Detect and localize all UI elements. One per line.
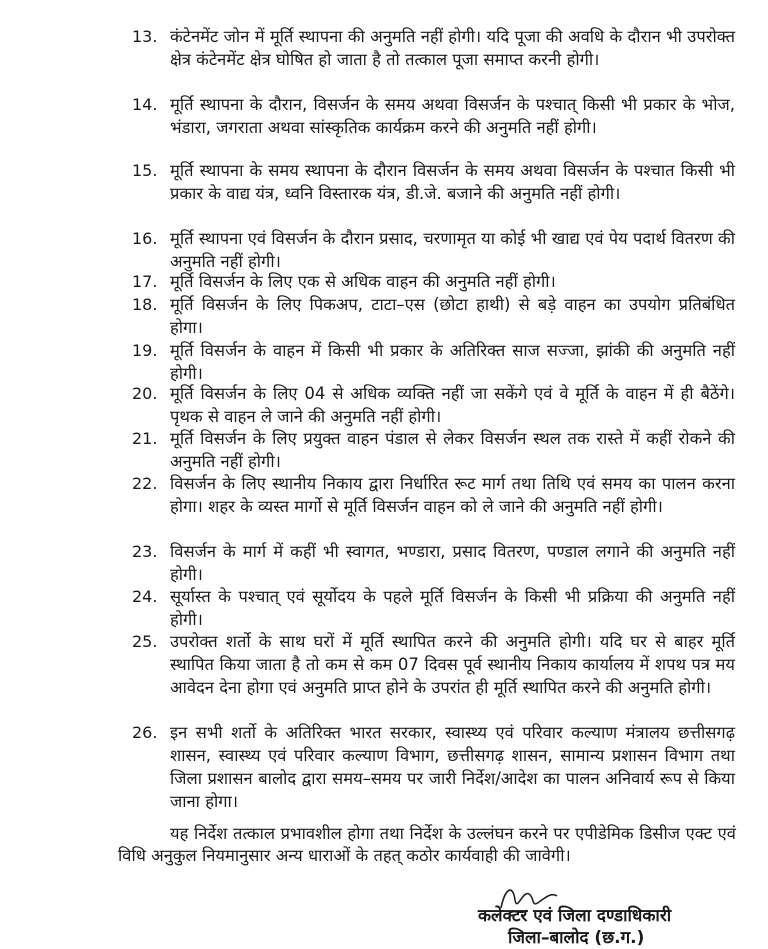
item-text: मूर्ति विसर्जन के लिए पिकअप, टाटा–एस (छोटा हाथी) से बड़े वाहन का उपयोग प्रतिबंधित होगा। — [170, 295, 735, 337]
item-number: 18. — [132, 295, 158, 314]
item-number: 26. — [132, 723, 158, 742]
item-text: मूर्ति विसर्जन के वाहन में किसी भी प्रकार के अतिरिक्त साज सज्जा, झांकी की अनुमति नहीं होगी। — [170, 341, 735, 383]
item-number: 24. — [132, 587, 158, 606]
item-text: विसर्जन के लिए स्थानीय निकाय द्वारा निर्धारित रूट मार्ग तथा तिथि एवं समय का पालन करना होगा। शहर के व्यस्त मार्गो से मूर्ति विसर्जन वाहन को ले जाने की अनुमति नहीं होगी। — [170, 474, 735, 516]
item-number: 15. — [132, 161, 158, 180]
signatory-district: जिला–बालोद (छ.ग.) — [508, 928, 645, 948]
closing-paragraph: यह निर्देश तत्काल प्रभावशील होगा तथा निर्देश के उल्लंघन करने पर एपीडेमिक डिसीज एक्ट एवं विधि अनुकुल नियमानुसार अन्य धाराओं के तहत् कठोर कार्यवाही की जावेगी। — [118, 824, 736, 865]
signature-block — [478, 905, 768, 949]
item-number: 17. — [132, 272, 158, 291]
item-text: मूर्ति विसर्जन के लिए 04 से अधिक व्यक्ति नहीं जा सकेंगे एवं वे मूर्ति के वाहन में ही बैठेंगे। पृथक से वाहन ले जाने की अनुमति नहीं होगी। — [170, 384, 735, 426]
item-text: उपरोक्त शर्तो के साथ घरों में मूर्ति स्थापित करने की अनुमति होगी। यदि घर से बाहर मूर्ति स्थापित किया जाता है तो कम से कम 07 दिवस पूर्व स्थानीय निकाय कार्यालय में शपथ पत्र मय आवेदन देना होगा एवं अनुमति प्राप्त होने के उपरांत ही मूर्ति स्थापित करने की अनुमति होगी। — [170, 632, 735, 697]
item-number: 25. — [132, 632, 158, 651]
item-number: 13. — [132, 27, 158, 46]
item-number: 23. — [132, 542, 158, 561]
item-text: मूर्ति विसर्जन के लिए एक से अधिक वाहन की अनुमति नहीं होगी। — [170, 272, 556, 291]
item-number: 14. — [132, 95, 158, 114]
item-number: 20. — [132, 384, 158, 403]
item-text: मूर्ति स्थापना के समय स्थापना के दौरान विसर्जन के समय अथवा विसर्जन के पश्चात किसी भी प्रकार के वाद्य यंत्र, ध्वनि विस्तारक यंत्र, डी.जे. बजाने की अनुमति नहीं होगी। — [170, 161, 735, 203]
item-text: कंटेनमेंट जोन में मूर्ति स्थापना की अनुमति नहीं होगी। यदि पूजा की अवधि के दौरान भी उपरोक्त क्षेत्र कंटेनमेंट क्षेत्र घोषित हो जाता है तो तत्काल पूजा समाप्त करनी होगी। — [170, 27, 735, 69]
item-number: 19. — [132, 341, 158, 360]
item-text: इन सभी शर्तो के अतिरिक्त भारत सरकार, स्वास्थ्य एवं परिवार कल्याण मंत्रालय छत्तीसगढ़ शासन, स्वास्थ्य एवं परिवार कल्याण विभाग, छत्तीसगढ़ शासन, सामान्य प्रशासन विभाग तथा जिला प्रशासन बालोद द्वारा समय–समय पर जारी निर्देश/आदेश का पालन अनिवार्य रूप से किया जाना होगा। — [170, 723, 735, 811]
item-number: 22. — [132, 474, 158, 493]
item-text: मूर्ति स्थापना एवं विसर्जन के दौरान प्रसाद, चरणामृत या कोई भी खाद्य एवं पेय पदार्थ वितरण की अनुमति नहीं होगी। — [170, 229, 735, 271]
item-text: मूर्ति विसर्जन के लिए प्रयुक्त वाहन पंडाल से लेकर विसर्जन स्थल तक रास्ते में कहीं रोकने की अनुमति नहीं होगी। — [170, 429, 735, 471]
item-text: सूर्यास्त के पश्चात् एवं सूर्योदय के पहले मूर्ति विसर्जन के किसी भी प्रक्रिया की अनुमति नहीं होगी। — [170, 587, 735, 629]
item-number: 16. — [132, 229, 158, 248]
item-text: मूर्ति स्थापना के दौरान, विसर्जन के समय अथवा विसर्जन के पश्चात् किसी भी प्रकार के भोज, भंडारा, जगराता अथवा सांस्कृतिक कार्यक्रम करने की अनुमति नहीं होगी। — [170, 95, 735, 137]
signatory-title: कलेक्टर एवं जिला दण्डाधिकारी — [478, 906, 672, 926]
item-text: विसर्जन के मार्ग में कहीं भी स्वागत, भण्डारा, प्रसाद वितरण, पण्डाल लगाने की अनुमति नहीं होगी। — [170, 542, 735, 584]
item-number: 21. — [132, 429, 158, 448]
